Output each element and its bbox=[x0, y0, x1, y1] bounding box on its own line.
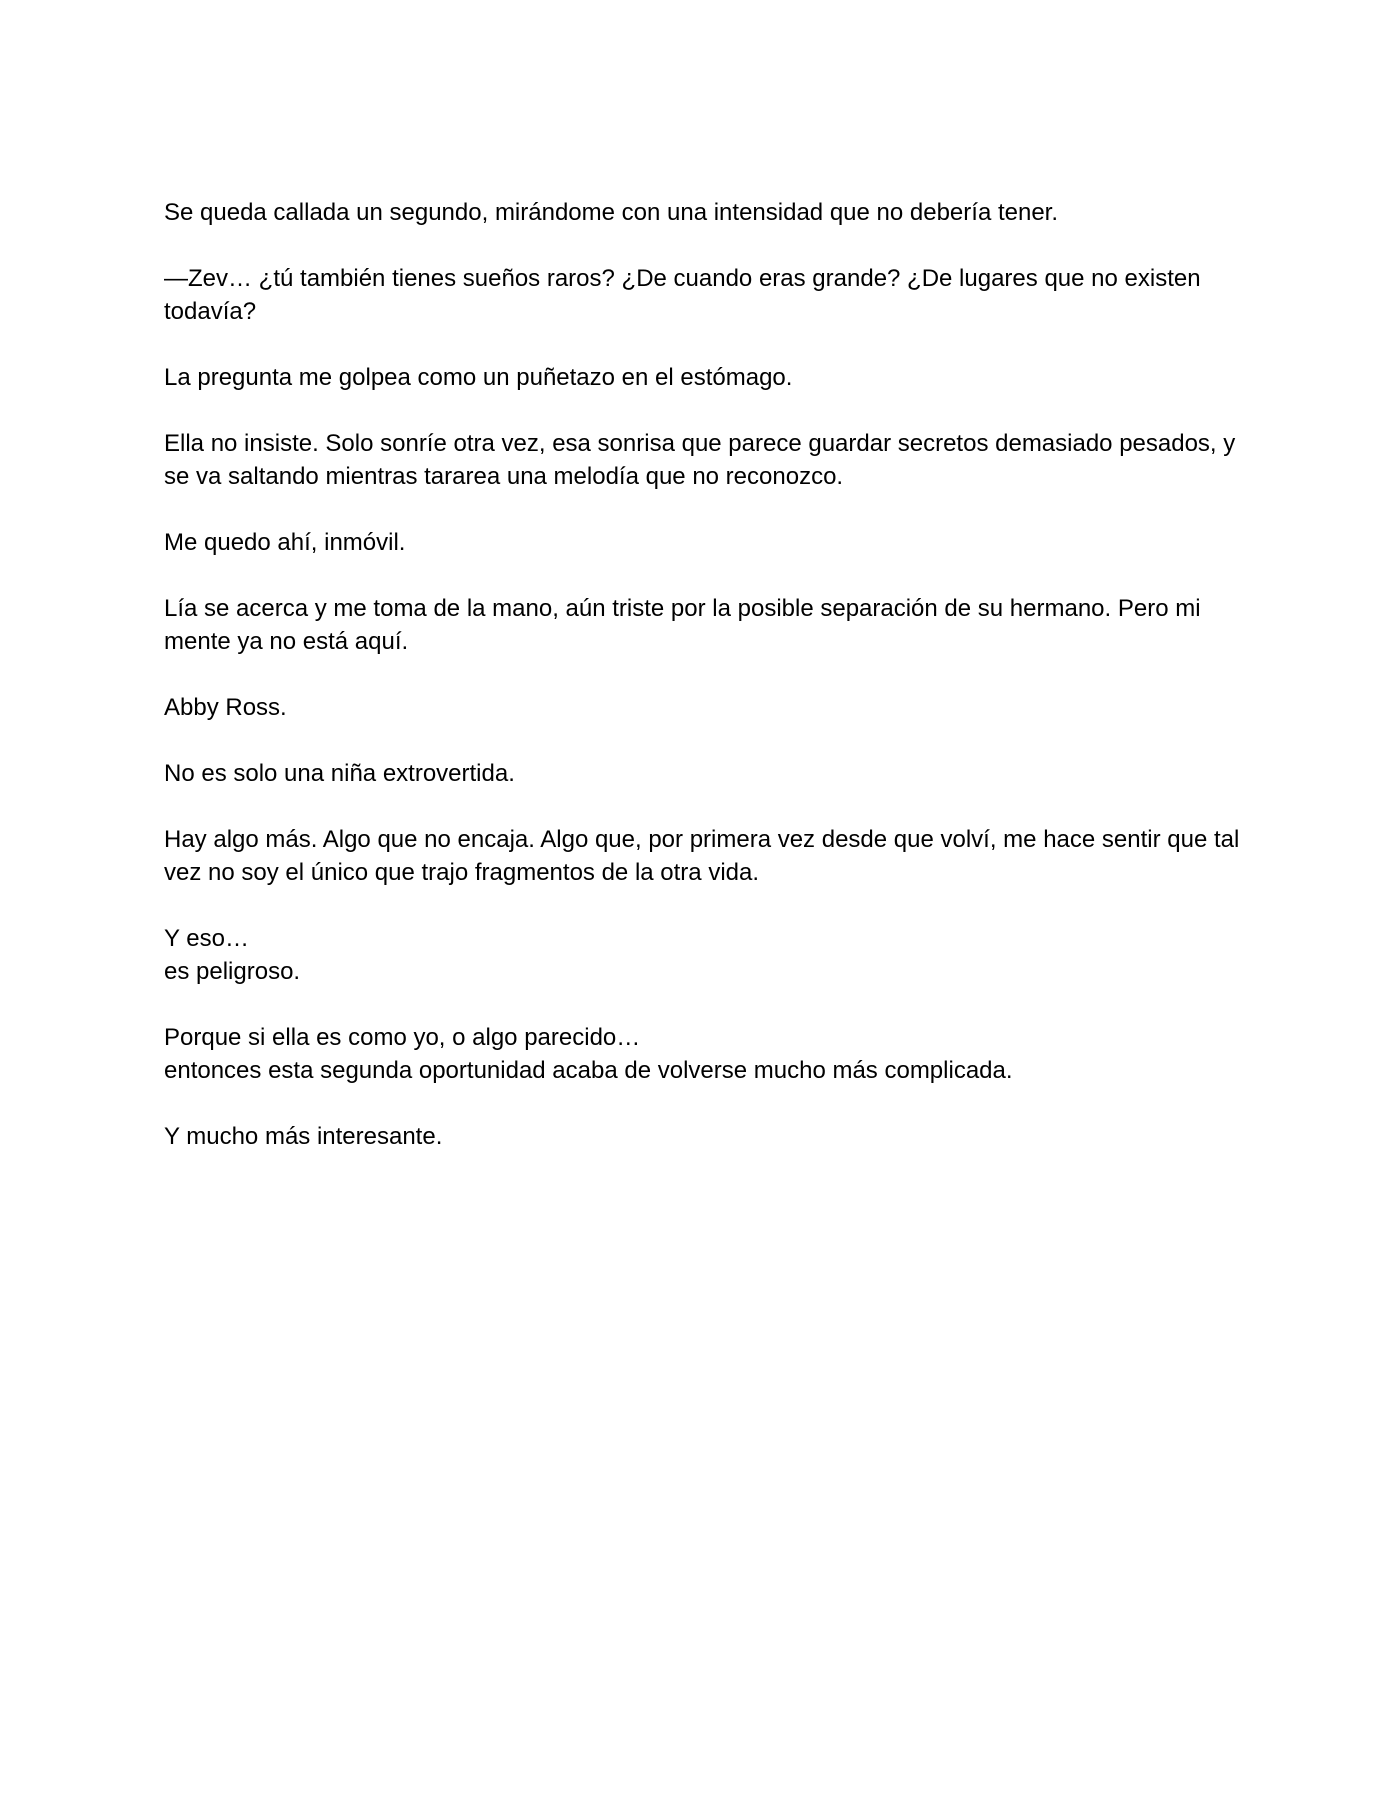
text-line: es peligroso. bbox=[164, 958, 301, 985]
paragraph-11 bbox=[164, 1021, 1244, 1087]
paragraph-4 bbox=[164, 427, 1244, 493]
text-line: No es solo una niña extrovertida. bbox=[164, 760, 515, 787]
text-line: Se queda callada un segundo, mirándome con una intensidad que no debería tener. bbox=[164, 199, 1058, 226]
text-line: entonces esta segunda oportunidad acaba de volverse mucho más complicada. bbox=[164, 1057, 1013, 1084]
text-line: Y mucho más interesante. bbox=[164, 1123, 443, 1150]
text-line: Ella no insiste. Solo sonríe otra vez, esa sonrisa que parece guardar secretos demasiado pesados, y se va saltando mientras tararea una melodía que no reconozco. bbox=[164, 430, 1236, 490]
text-line: —Zev… ¿tú también tienes sueños raros? ¿De cuando eras grande? ¿De lugares que no existen todavía? bbox=[164, 265, 1201, 325]
text-line: Y eso… bbox=[164, 925, 249, 952]
text-line: La pregunta me golpea como un puñetazo en el estómago. bbox=[164, 364, 793, 391]
text-line: Abby Ross. bbox=[164, 694, 287, 721]
text-line: Lía se acerca y me toma de la mano, aún triste por la posible separación de su hermano. Pero mi mente ya no está aquí. bbox=[164, 595, 1201, 655]
paragraph-3 bbox=[164, 361, 1244, 394]
paragraph-6 bbox=[164, 592, 1244, 658]
text-line: Porque si ella es como yo, o algo parecido… bbox=[164, 1024, 641, 1051]
paragraph-8 bbox=[164, 757, 1244, 790]
paragraph-1 bbox=[164, 196, 1244, 229]
paragraph-10 bbox=[164, 922, 1244, 988]
text-line: Me quedo ahí, inmóvil. bbox=[164, 529, 406, 556]
document-body bbox=[164, 196, 1244, 1186]
paragraph-7 bbox=[164, 691, 1244, 724]
paragraph-2 bbox=[164, 262, 1244, 328]
text-line: Hay algo más. Algo que no encaja. Algo que, por primera vez desde que volví, me hace sentir que tal vez no soy el único que trajo fragmentos de la otra vida. bbox=[164, 826, 1240, 886]
paragraph-12 bbox=[164, 1120, 1244, 1153]
paragraph-5 bbox=[164, 526, 1244, 559]
paragraph-9 bbox=[164, 823, 1244, 889]
